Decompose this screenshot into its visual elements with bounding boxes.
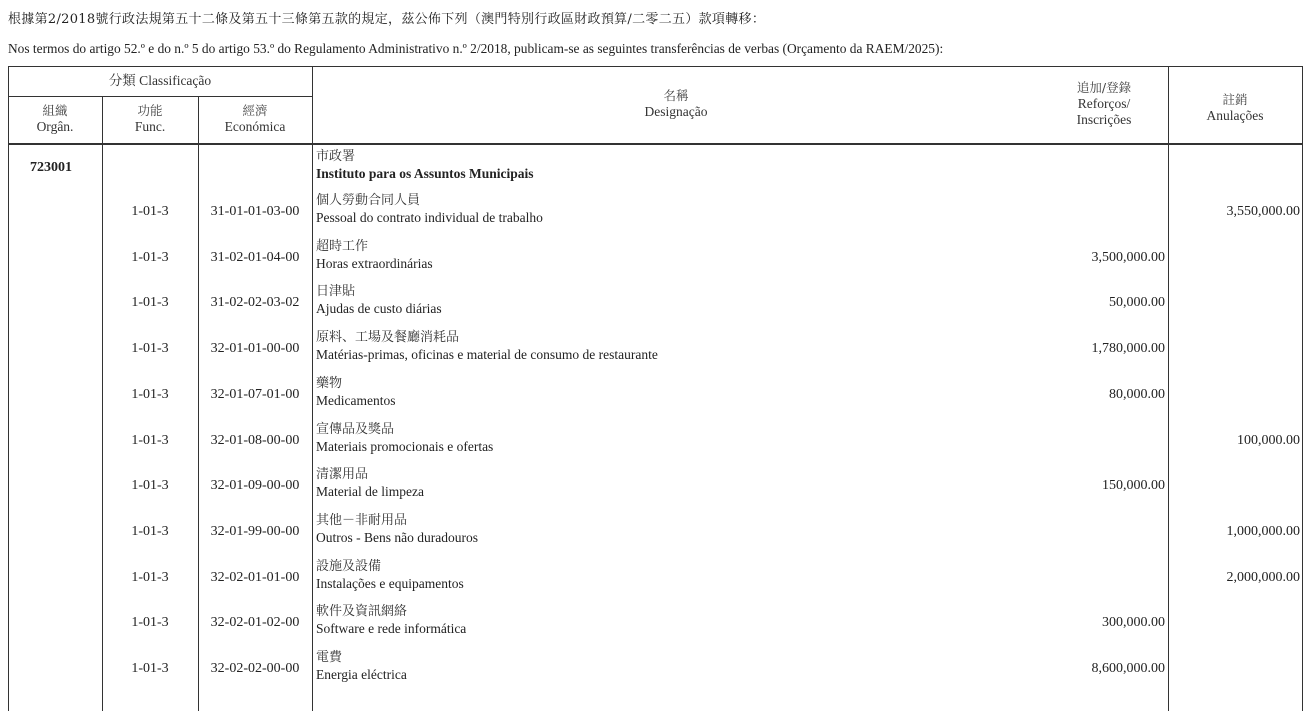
row-designation	[316, 421, 493, 456]
header-anulacoes-pt: Anulações	[1206, 108, 1264, 123]
row-funcional-code: 1-01-3	[131, 432, 169, 448]
row-funcional-code: 1-01-3	[131, 569, 169, 585]
header-anulacoes-zh: 註銷	[1222, 92, 1248, 107]
row-designation	[316, 238, 433, 273]
row-designation	[316, 375, 395, 410]
row-designation-pt: Ajudas de custo diárias	[316, 301, 442, 317]
header-designacao-pt: Designação	[644, 104, 708, 119]
row-anulacao-amount: 100,000.00	[1237, 432, 1300, 448]
table-row	[0, 421, 1310, 465]
row-funcional-code: 1-01-3	[131, 341, 169, 357]
entity-block	[0, 147, 1310, 189]
header-designacao	[312, 88, 1040, 120]
row-designation	[316, 283, 442, 318]
row-designation-zh: 宣傳品及獎品	[316, 421, 395, 437]
row-funcional-code: 1-01-3	[131, 523, 169, 539]
row-designation-pt: Materiais promocionais e ofertas	[316, 438, 494, 454]
row-designation	[316, 329, 658, 364]
row-funcional-code: 1-01-3	[131, 249, 169, 265]
header-economica-zh: 經濟	[242, 103, 268, 118]
row-designation-zh: 原料、工場及餐廳消耗品	[316, 330, 460, 346]
row-designation-pt: Instalações e equipamentos	[316, 575, 464, 591]
classification-divider	[8, 96, 312, 97]
row-funcional-code: 1-01-3	[131, 661, 169, 676]
row-designation	[316, 192, 543, 227]
row-designation-zh: 軟件及資訊網絡	[316, 604, 408, 620]
row-designation-pt: Material de limpeza	[316, 484, 424, 500]
entity-name-pt: Instituto para os Assuntos Municipais	[316, 166, 534, 181]
row-reforco-amount: 150,000.00	[1102, 478, 1165, 494]
table-row	[0, 329, 1310, 373]
header-economica-pt: Económica	[224, 119, 286, 134]
row-designation	[316, 603, 466, 638]
table-row	[0, 603, 1310, 647]
header-reforcos-pt-2: Inscrições	[1076, 112, 1132, 127]
table-row	[0, 283, 1310, 327]
table-row	[0, 192, 1310, 236]
header-economica	[198, 103, 312, 135]
table-row	[0, 375, 1310, 419]
row-reforco-amount: 1,780,000.00	[1091, 341, 1165, 357]
row-designation-zh: 超時工作	[316, 238, 369, 254]
row-economica-code: 31-02-02-03-02	[210, 295, 300, 311]
row-funcional-code: 1-01-3	[131, 386, 169, 402]
row-designation-pt: Pessoal do contrato individual de trabalho	[316, 210, 543, 225]
row-designation	[316, 512, 478, 547]
row-economica-code: 32-02-02-00-00	[210, 661, 300, 676]
row-designation-pt: Matérias-primas, oficinas e material de consumo de restaurante	[316, 347, 658, 363]
header-classificacao-label: 分類 Classificação	[108, 73, 212, 88]
header-funcional	[102, 103, 198, 135]
row-designation	[316, 558, 464, 593]
row-designation-zh: 設施及設備	[316, 558, 382, 574]
header-organica-pt: Orgân.	[36, 119, 74, 134]
row-anulacao-amount: 2,000,000.00	[1226, 569, 1300, 585]
row-designation-zh: 電費	[316, 650, 343, 665]
row-designation-zh: 日津貼	[316, 284, 356, 300]
row-designation-zh: 其他－非耐用品	[316, 512, 408, 528]
row-funcional-code: 1-01-3	[131, 295, 169, 311]
row-reforco-amount: 80,000.00	[1109, 386, 1165, 402]
header-designacao-zh: 名稱	[663, 88, 689, 103]
row-anulacao-amount: 1,000,000.00	[1226, 523, 1300, 539]
row-economica-code: 31-01-01-03-00	[210, 204, 300, 219]
header-bottom-border	[8, 143, 1302, 145]
row-funcional-code: 1-01-3	[131, 615, 169, 631]
table-top-border	[8, 66, 1302, 67]
entity-organica-code: 723001	[30, 160, 72, 175]
row-designation-pt: Software e rede informática	[316, 621, 467, 637]
row-reforco-amount: 300,000.00	[1102, 615, 1165, 631]
row-funcional-code: 1-01-3	[131, 204, 169, 219]
header-organica	[8, 103, 102, 135]
entity-designation	[316, 148, 534, 183]
header-reforcos-zh: 追加/登錄	[1076, 80, 1132, 95]
row-reforco-amount: 3,500,000.00	[1091, 249, 1165, 265]
row-designation	[316, 466, 424, 501]
row-designation-zh: 藥物	[316, 375, 343, 391]
row-economica-code: 32-02-01-01-00	[210, 569, 300, 585]
header-classificacao	[8, 73, 312, 89]
row-economica-code: 32-01-99-00-00	[210, 523, 300, 539]
row-designation-pt: Energia eléctrica	[316, 667, 407, 682]
row-economica-code: 31-02-01-04-00	[210, 249, 300, 265]
header-anulacoes	[1168, 92, 1302, 124]
table-row	[0, 649, 1310, 693]
table-row	[0, 558, 1310, 602]
table-row	[0, 466, 1310, 510]
row-reforco-amount: 50,000.00	[1109, 295, 1165, 311]
table-row	[0, 238, 1310, 282]
row-designation-pt: Horas extraordinárias	[316, 255, 433, 271]
row-designation-pt: Outros - Bens não duradouros	[316, 529, 478, 545]
row-economica-code: 32-01-01-00-00	[210, 341, 300, 357]
row-designation-pt: Medicamentos	[316, 392, 396, 408]
row-designation-zh: 個人勞動合同人員	[316, 193, 421, 208]
row-economica-code: 32-02-01-02-00	[210, 615, 300, 631]
header-reforcos-pt-1: Reforços/	[1077, 96, 1131, 111]
entity-name-zh: 市政署	[316, 149, 356, 164]
row-designation	[316, 649, 407, 684]
header-organica-zh: 組織	[42, 103, 68, 118]
intro-text-chinese: 根據第2/2018號行政法規第五十二條及第五十三條第五款的規定，茲公佈下列（澳門特別行政區財政預算/二零二五）款項轉移：	[8, 12, 766, 27]
row-anulacao-amount: 3,550,000.00	[1226, 204, 1300, 219]
row-reforco-amount: 8,600,000.00	[1091, 661, 1165, 676]
header-funcional-pt: Func.	[134, 119, 166, 134]
row-funcional-code: 1-01-3	[131, 478, 169, 494]
header-funcional-zh: 功能	[137, 103, 163, 118]
row-economica-code: 32-01-07-01-00	[210, 386, 300, 402]
table-row	[0, 512, 1310, 556]
header-reforcos	[1040, 80, 1168, 128]
row-economica-code: 32-01-08-00-00	[210, 432, 300, 448]
row-designation-zh: 清潔用品	[316, 467, 369, 483]
row-economica-code: 32-01-09-00-00	[210, 478, 300, 494]
intro-text-portuguese: Nos termos do artigo 52.º e do n.º 5 do artigo 53.º do Regulamento Administrativo n.º 2/2018, publicam-se as seguintes transferências de verbas (Orçamento da RAEM/2025):	[8, 41, 944, 56]
